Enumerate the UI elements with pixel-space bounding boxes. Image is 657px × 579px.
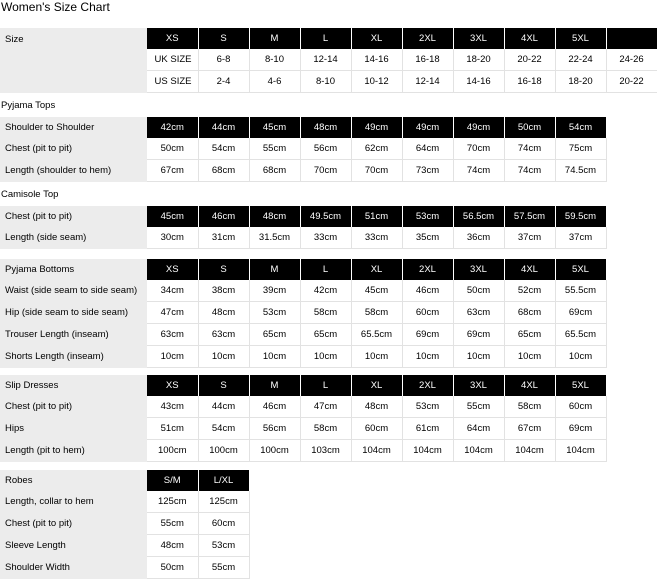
measurement-cell: 64cm xyxy=(453,418,504,440)
measurement-cell: 10cm xyxy=(147,346,198,368)
measurement-cell: 54cm xyxy=(198,418,249,440)
table-row xyxy=(0,535,249,557)
measurement-cell: 63cm xyxy=(198,324,249,346)
measurement-cell: 65.5cm xyxy=(555,324,606,346)
table-row xyxy=(0,138,606,160)
size-header-cell: S xyxy=(198,28,249,49)
measurement-cell: 48cm xyxy=(351,396,402,418)
measurement-cell: 104cm xyxy=(555,440,606,462)
size-value-cell: 12-14 xyxy=(300,49,351,71)
measurement-cell: 53cm xyxy=(402,206,453,227)
table-row xyxy=(0,280,606,302)
size-value-cell: 6-8 xyxy=(198,49,249,71)
table-row xyxy=(0,513,249,535)
measurement-cell: 33cm xyxy=(351,227,402,249)
measurement-cell: 65cm xyxy=(300,324,351,346)
size-value-cell: 20-22 xyxy=(504,49,555,71)
measurement-cell: 68cm xyxy=(198,160,249,182)
size-header-cell: 4XL xyxy=(504,375,555,396)
size-header-cell: 2XL xyxy=(402,28,453,49)
robes-table xyxy=(0,470,250,579)
measurement-cell: 51cm xyxy=(351,206,402,227)
measurement-cell: 69cm xyxy=(555,418,606,440)
measurement-cell: 44cm xyxy=(198,117,249,138)
table-row xyxy=(0,440,606,462)
size-header-cell: 5XL xyxy=(555,259,606,280)
size-conversion-table xyxy=(0,28,657,93)
measurement-cell: 43cm xyxy=(147,396,198,418)
pyjama_bottoms-header-label: Pyjama Bottoms xyxy=(0,259,147,280)
size-header-cell: 2XL xyxy=(402,375,453,396)
size-header-cell: S xyxy=(198,375,249,396)
measurement-cell: 74cm xyxy=(453,160,504,182)
camisole-table xyxy=(0,206,607,249)
measurement-cell: 35cm xyxy=(402,227,453,249)
measurement-cell: 30cm xyxy=(147,227,198,249)
measurement-label: Sleeve Length xyxy=(0,535,147,557)
table-row xyxy=(0,418,606,440)
measurement-cell: 100cm xyxy=(198,440,249,462)
measurement-cell: 58cm xyxy=(300,302,351,324)
measurement-cell: 53cm xyxy=(198,535,249,557)
measurement-cell: 10cm xyxy=(453,346,504,368)
measurement-cell: 57.5cm xyxy=(504,206,555,227)
measurement-cell: 69cm xyxy=(555,302,606,324)
size-value-cell: 14-16 xyxy=(453,71,504,93)
measurement-cell: 75cm xyxy=(555,138,606,160)
table-row xyxy=(0,557,249,579)
measurement-cell: 61cm xyxy=(402,418,453,440)
measurement-label: Shorts Length (inseam) xyxy=(0,346,147,368)
size-header-cell: 4XL xyxy=(504,259,555,280)
measurement-label: Waist (side seam to side seam) xyxy=(0,280,147,302)
measurement-cell: 10cm xyxy=(198,346,249,368)
measurement-cell: 10cm xyxy=(300,346,351,368)
measurement-cell: 10cm xyxy=(555,346,606,368)
measurement-cell: 55cm xyxy=(147,513,198,535)
measurement-cell: 31.5cm xyxy=(249,227,300,249)
measurement-cell: 73cm xyxy=(402,160,453,182)
measurement-cell: 60cm xyxy=(402,302,453,324)
measurement-cell: 38cm xyxy=(198,280,249,302)
measurement-cell: 56cm xyxy=(300,138,351,160)
measurement-cell: 125cm xyxy=(147,491,198,513)
measurement-cell: 47cm xyxy=(300,396,351,418)
measurement-cell: 48cm xyxy=(147,535,198,557)
measurement-cell: 67cm xyxy=(504,418,555,440)
measurement-label: Length (shoulder to hem) xyxy=(0,160,147,182)
measurement-cell: 69cm xyxy=(453,324,504,346)
measurement-cell: 104cm xyxy=(351,440,402,462)
pyjama_tops-title: Pyjama Tops xyxy=(1,100,56,111)
measurement-cell: 68cm xyxy=(249,160,300,182)
measurement-cell: 60cm xyxy=(351,418,402,440)
measurement-cell: 46cm xyxy=(198,206,249,227)
size-header-cell: XL xyxy=(351,259,402,280)
measurement-cell: 56cm xyxy=(249,418,300,440)
slip_dresses-header-label: Slip Dresses xyxy=(0,375,147,396)
measurement-cell: 49cm xyxy=(402,117,453,138)
measurement-cell: 55cm xyxy=(198,557,249,579)
measurement-cell: 10cm xyxy=(504,346,555,368)
table-row xyxy=(0,346,606,368)
size-header-cell: M xyxy=(249,259,300,280)
measurement-cell: 10cm xyxy=(402,346,453,368)
size-value-cell: 4-6 xyxy=(249,71,300,93)
table-header-row xyxy=(0,259,606,280)
measurement-cell: 64cm xyxy=(402,138,453,160)
measurement-cell: 67cm xyxy=(147,160,198,182)
size-header-cell: S xyxy=(198,259,249,280)
size-value-cell: 2-4 xyxy=(198,71,249,93)
measurement-cell: 39cm xyxy=(249,280,300,302)
measurement-cell: 100cm xyxy=(249,440,300,462)
pyjama_tops-table xyxy=(0,117,607,182)
measurement-label: Shoulder Width xyxy=(0,557,147,579)
measurement-cell: 70cm xyxy=(351,160,402,182)
measurement-cell: 70cm xyxy=(453,138,504,160)
size-header-cell: XL xyxy=(351,28,402,49)
size-value-cell: 8-10 xyxy=(249,49,300,71)
measurement-cell: 65.5cm xyxy=(351,324,402,346)
table-row xyxy=(0,117,606,138)
measurement-cell: 59.5cm xyxy=(555,206,606,227)
measurement-label: Shoulder to Shoulder xyxy=(0,117,147,138)
size-header-cell: S/M xyxy=(147,470,198,491)
table-row xyxy=(0,491,249,513)
measurement-cell: 104cm xyxy=(402,440,453,462)
measurement-cell: 60cm xyxy=(198,513,249,535)
measurement-label: Length (pit to hem) xyxy=(0,440,147,462)
size-header-cell: 3XL xyxy=(453,259,504,280)
measurement-cell: 45cm xyxy=(147,206,198,227)
measurement-cell: 68cm xyxy=(504,302,555,324)
size-value-cell: 10-12 xyxy=(351,71,402,93)
size-header-cell: 3XL xyxy=(453,375,504,396)
size-value-cell: 14-16 xyxy=(351,49,402,71)
measurement-cell: 34cm xyxy=(147,280,198,302)
measurement-label: Hip (side seam to side seam) xyxy=(0,302,147,324)
us-size-label: US SIZE xyxy=(147,71,198,93)
pyjama_bottoms-table xyxy=(0,259,607,368)
measurement-cell: 74cm xyxy=(504,160,555,182)
table-row xyxy=(0,227,606,249)
size-header-cell: 2XL xyxy=(402,259,453,280)
measurement-cell: 58cm xyxy=(504,396,555,418)
measurement-cell: 53cm xyxy=(249,302,300,324)
size-header-cell: XS xyxy=(147,28,198,49)
measurement-cell: 62cm xyxy=(351,138,402,160)
measurement-cell: 45cm xyxy=(351,280,402,302)
measurement-cell: 65cm xyxy=(249,324,300,346)
size-header-cell: L/XL xyxy=(198,470,249,491)
measurement-cell: 49cm xyxy=(351,117,402,138)
measurement-cell: 100cm xyxy=(147,440,198,462)
table-row xyxy=(0,302,606,324)
measurement-cell: 37cm xyxy=(504,227,555,249)
size-header-cell: M xyxy=(249,28,300,49)
size-header-row xyxy=(0,28,657,49)
table-header-row xyxy=(0,375,606,396)
measurement-cell: 55cm xyxy=(249,138,300,160)
size-value-cell: 24-26 xyxy=(606,49,657,71)
slip_dresses-table xyxy=(0,375,607,462)
measurement-cell: 103cm xyxy=(300,440,351,462)
size-header-cell: L xyxy=(300,375,351,396)
size-header-cell: 5XL xyxy=(555,28,606,49)
size-value-cell: 8-10 xyxy=(300,71,351,93)
measurement-cell: 42cm xyxy=(147,117,198,138)
size-header-cell: XS xyxy=(147,259,198,280)
measurement-cell: 74.5cm xyxy=(555,160,606,182)
size-value-cell: 18-20 xyxy=(555,71,606,93)
measurement-label: Trouser Length (inseam) xyxy=(0,324,147,346)
size-value-cell: 22-24 xyxy=(555,49,606,71)
size-header-cell: L xyxy=(300,28,351,49)
measurement-cell: 47cm xyxy=(147,302,198,324)
measurement-cell: 70cm xyxy=(300,160,351,182)
measurement-cell: 50cm xyxy=(147,138,198,160)
measurement-cell: 50cm xyxy=(453,280,504,302)
size-value-cell: 16-18 xyxy=(504,71,555,93)
measurement-cell: 51cm xyxy=(147,418,198,440)
size-header-cell: M xyxy=(249,375,300,396)
measurement-cell: 54cm xyxy=(198,138,249,160)
measurement-cell: 52cm xyxy=(504,280,555,302)
page-title: Women's Size Chart xyxy=(1,0,110,14)
measurement-label: Chest (pit to pit) xyxy=(0,138,147,160)
measurement-cell: 48cm xyxy=(249,206,300,227)
size-value-cell: 12-14 xyxy=(402,71,453,93)
measurement-cell: 104cm xyxy=(453,440,504,462)
size-header-cell: 5XL xyxy=(555,375,606,396)
measurement-cell: 58cm xyxy=(300,418,351,440)
table-row xyxy=(0,324,606,346)
size-value-cell: 20-22 xyxy=(606,71,657,93)
measurement-cell: 48cm xyxy=(300,117,351,138)
measurement-cell: 55.5cm xyxy=(555,280,606,302)
measurement-cell: 37cm xyxy=(555,227,606,249)
measurement-label: Length (side seam) xyxy=(0,227,147,249)
measurement-cell: 33cm xyxy=(300,227,351,249)
measurement-label: Hips xyxy=(0,418,147,440)
table-row xyxy=(0,206,606,227)
size-header-cell: 4XL xyxy=(504,28,555,49)
measurement-cell: 36cm xyxy=(453,227,504,249)
uk-size-label: UK SIZE xyxy=(147,49,198,71)
measurement-cell: 10cm xyxy=(249,346,300,368)
robes-header-label: Robes xyxy=(0,470,147,491)
measurement-cell: 63cm xyxy=(453,302,504,324)
camisole-title: Camisole Top xyxy=(1,189,59,200)
size-header-cell xyxy=(606,28,657,49)
measurement-cell: 46cm xyxy=(402,280,453,302)
measurement-label: Chest (pit to pit) xyxy=(0,396,147,418)
size-header-cell: 3XL xyxy=(453,28,504,49)
measurement-cell: 46cm xyxy=(249,396,300,418)
measurement-cell: 125cm xyxy=(198,491,249,513)
measurement-label: Chest (pit to pit) xyxy=(0,513,147,535)
size-header-cell: XL xyxy=(351,375,402,396)
measurement-cell: 10cm xyxy=(351,346,402,368)
table-header-row xyxy=(0,470,249,491)
measurement-cell: 49cm xyxy=(453,117,504,138)
measurement-cell: 31cm xyxy=(198,227,249,249)
measurement-cell: 49.5cm xyxy=(300,206,351,227)
size-label: Size xyxy=(0,28,147,93)
measurement-cell: 42cm xyxy=(300,280,351,302)
measurement-cell: 48cm xyxy=(198,302,249,324)
measurement-label: Length, collar to hem xyxy=(0,491,147,513)
measurement-cell: 50cm xyxy=(147,557,198,579)
measurement-cell: 44cm xyxy=(198,396,249,418)
measurement-cell: 58cm xyxy=(351,302,402,324)
measurement-cell: 69cm xyxy=(402,324,453,346)
measurement-cell: 104cm xyxy=(504,440,555,462)
measurement-cell: 50cm xyxy=(504,117,555,138)
measurement-cell: 55cm xyxy=(453,396,504,418)
measurement-cell: 60cm xyxy=(555,396,606,418)
measurement-label: Chest (pit to pit) xyxy=(0,206,147,227)
size-header-cell: XS xyxy=(147,375,198,396)
measurement-cell: 56.5cm xyxy=(453,206,504,227)
size-value-cell: 16-18 xyxy=(402,49,453,71)
measurement-cell: 54cm xyxy=(555,117,606,138)
measurement-cell: 63cm xyxy=(147,324,198,346)
measurement-cell: 65cm xyxy=(504,324,555,346)
size-value-cell: 18-20 xyxy=(453,49,504,71)
table-row xyxy=(0,160,606,182)
measurement-cell: 45cm xyxy=(249,117,300,138)
measurement-cell: 74cm xyxy=(504,138,555,160)
size-header-cell: L xyxy=(300,259,351,280)
table-row xyxy=(0,396,606,418)
measurement-cell: 53cm xyxy=(402,396,453,418)
